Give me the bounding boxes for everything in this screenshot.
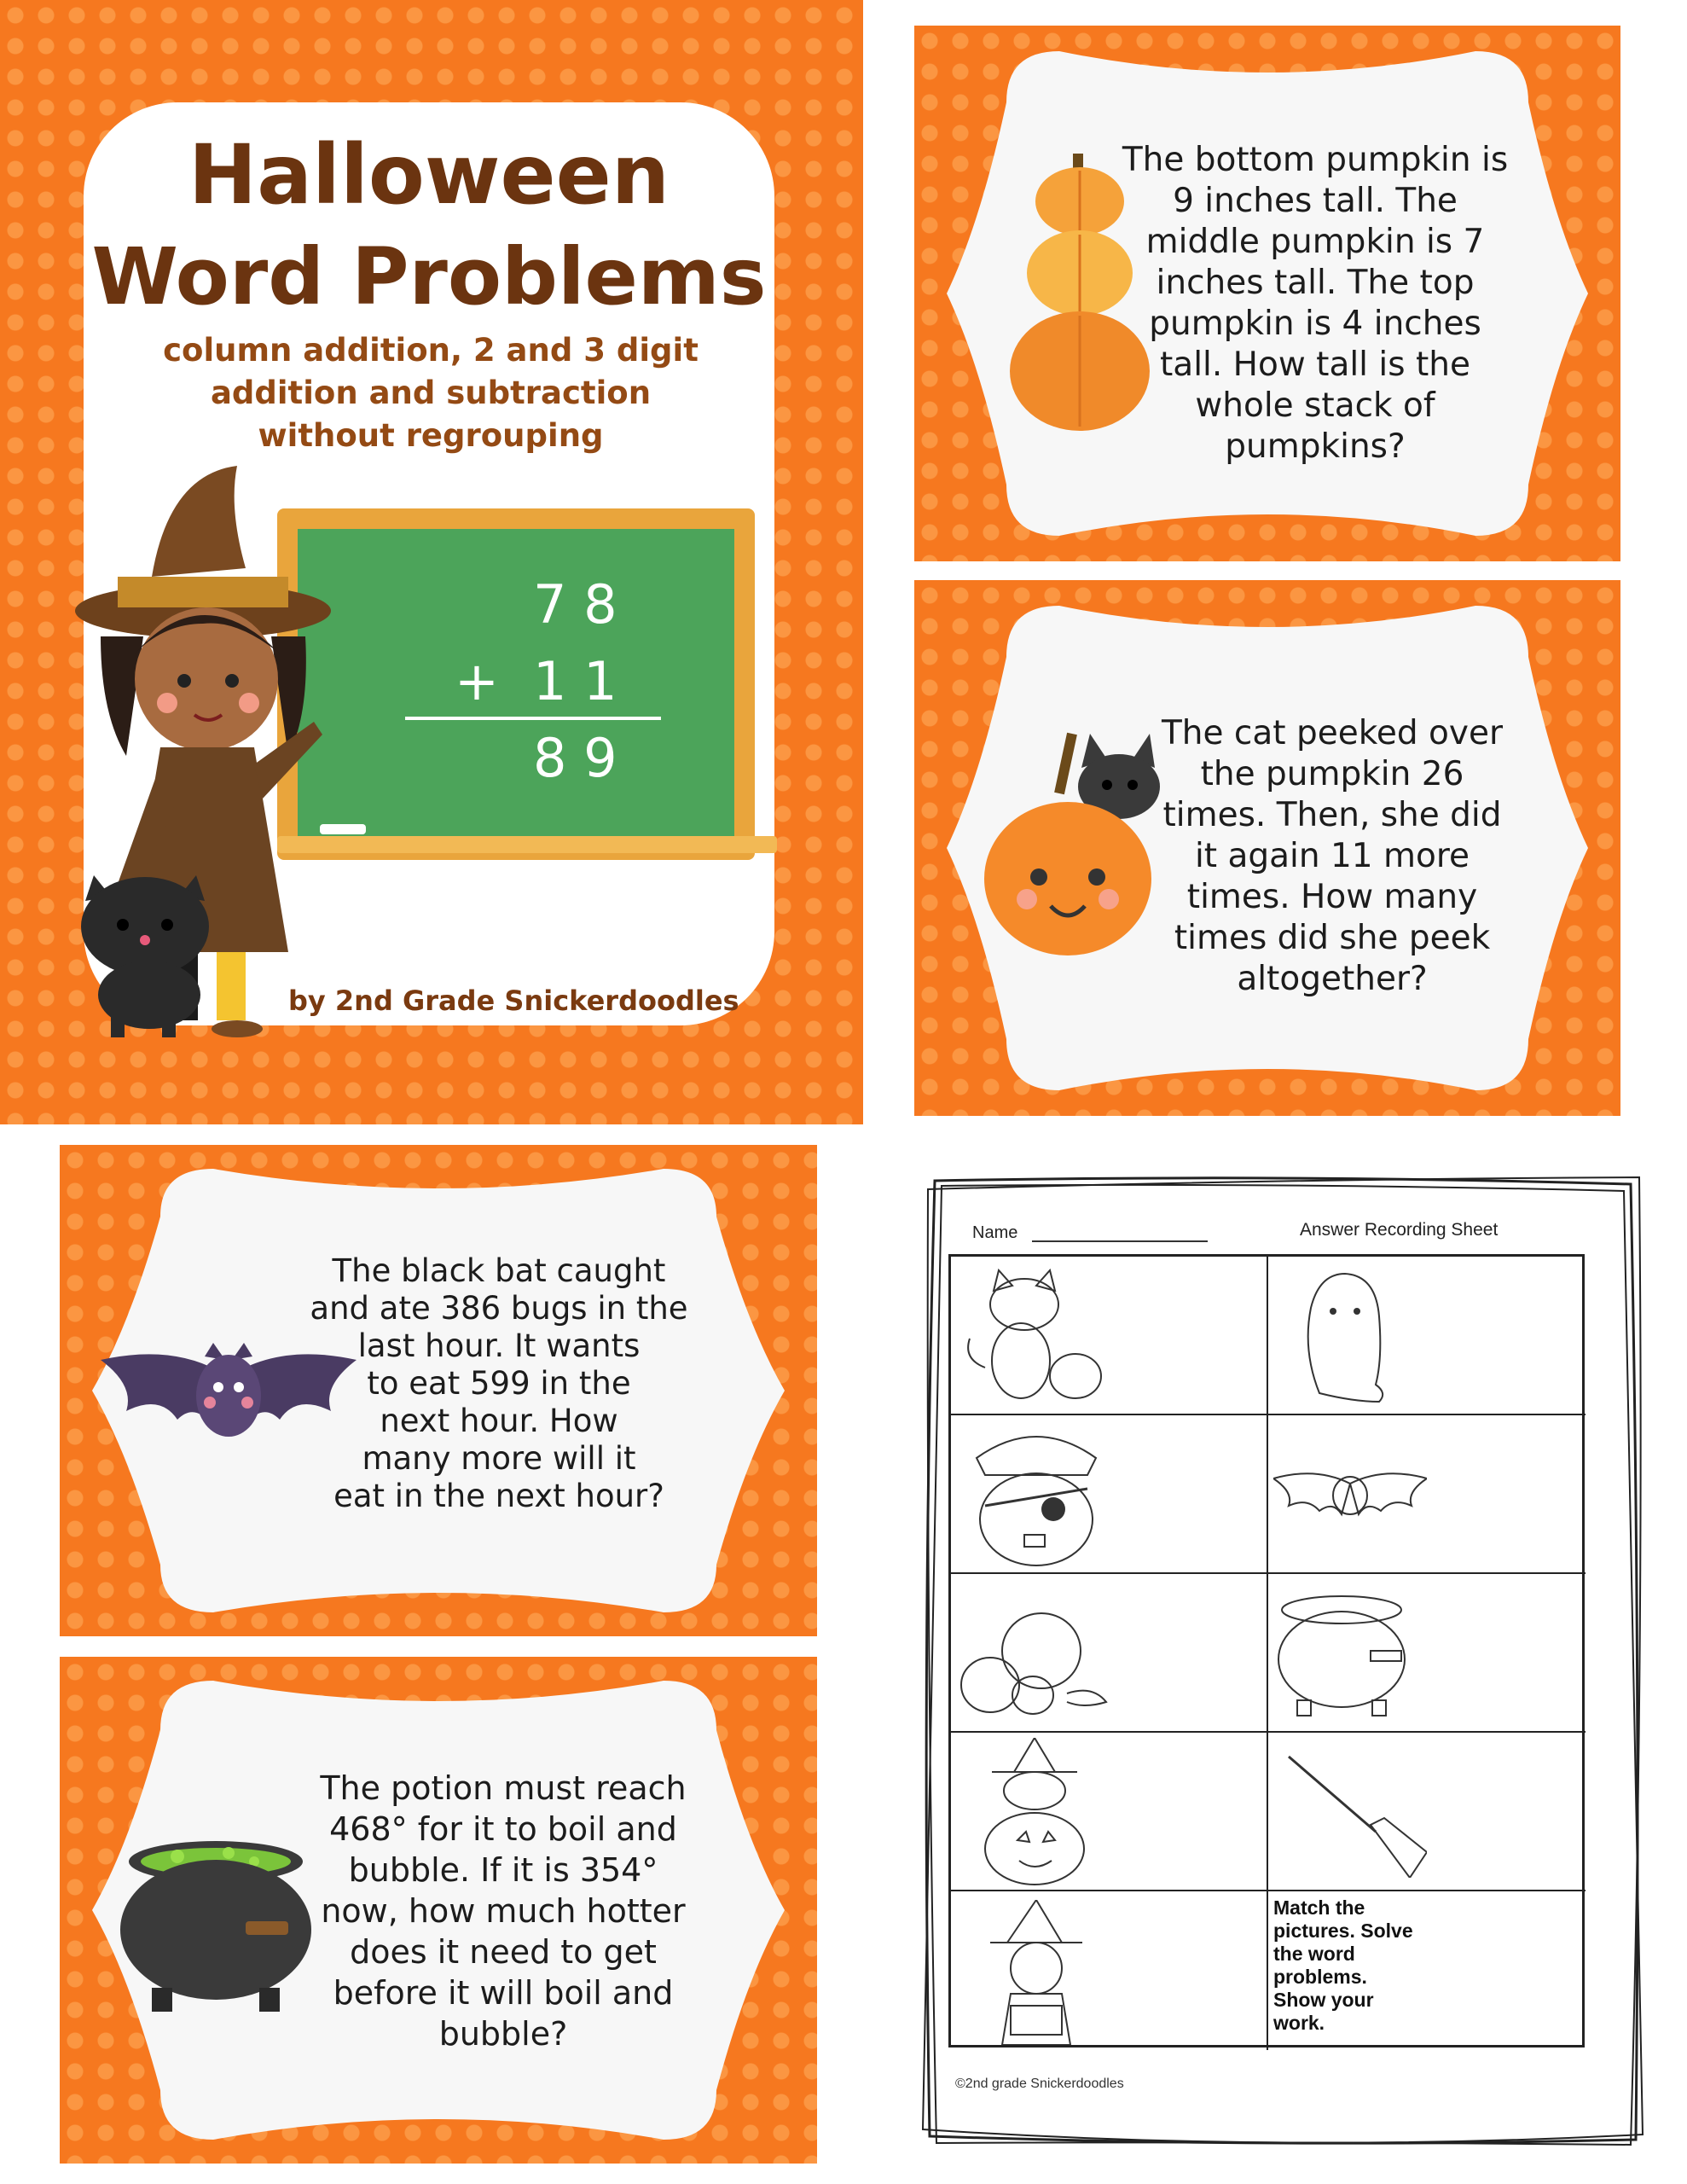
cover-title-line2: Word Problems	[91, 231, 767, 322]
answer-sheet-heading: Answer Recording Sheet	[1300, 1220, 1499, 1240]
instruction-line: Show your	[1273, 1989, 1374, 2011]
chalk-top-number: 7 8	[533, 573, 617, 636]
card-line: bubble?	[438, 2015, 568, 2053]
card-line: The black bat caught	[332, 1252, 666, 1289]
card-line: many more will it	[362, 1440, 636, 1477]
card-line: does it need to get	[350, 1933, 657, 1971]
name-line[interactable]	[1032, 1240, 1208, 1242]
bat-outline-icon	[1273, 1467, 1427, 1526]
card-line: The cat peeked over	[1161, 714, 1504, 752]
instruction-line: pictures. Solve	[1273, 1920, 1413, 1942]
card-line: middle pumpkin is 7	[1145, 223, 1485, 261]
card-line: pumpkin is 4 inches	[1149, 305, 1481, 343]
cover-title-line1: Halloween	[188, 127, 670, 223]
instruction-line: problems.	[1273, 1966, 1367, 1988]
card-line: altogether?	[1237, 960, 1428, 998]
chalk-plus-sign: +	[455, 650, 499, 712]
card-line: inches tall. The top	[1156, 264, 1475, 302]
answer-cell-reading-witch[interactable]	[951, 1891, 1268, 2050]
chalk-answer-number: 8 9	[533, 727, 617, 789]
card-line: times. How many	[1186, 878, 1478, 916]
answer-cell-instructions	[1268, 1891, 1586, 2050]
cat-with-pumpkin-icon	[959, 1265, 1104, 1406]
answer-cell-witch-cat[interactable]	[951, 1733, 1268, 1891]
card-line: next hour. How	[380, 1403, 618, 1439]
witch-cat-pumpkin-icon	[980, 1738, 1091, 1888]
card-bat	[60, 1145, 817, 1636]
answer-cell-bat[interactable]	[1268, 1415, 1586, 1574]
pirate-pumpkin-icon	[968, 1424, 1104, 1569]
chalk-middle-number: 1 1	[533, 650, 617, 712]
card-line: The bottom pumpkin is	[1122, 141, 1509, 179]
ghost-icon	[1294, 1265, 1396, 1410]
broom-icon	[1282, 1750, 1427, 1878]
subtitle-line-3: without regrouping	[258, 417, 604, 454]
name-label: Name	[972, 1223, 1018, 1242]
answer-cell-cauldron[interactable]	[1268, 1574, 1586, 1733]
answer-grid	[948, 1254, 1585, 2048]
card-line: now, how much hotter	[321, 1892, 686, 1930]
subtitle-line-1: column addition, 2 and 3 digit	[163, 332, 699, 369]
card-text	[1145, 713, 1520, 1000]
reading-witch-icon	[985, 1900, 1087, 2045]
cat-on-pumpkin-icon	[983, 717, 1170, 964]
card-line: eat in the next hour?	[333, 1478, 664, 1514]
cauldron-outline-icon	[1277, 1591, 1413, 1719]
pumpkin-patch-icon	[956, 1591, 1110, 1719]
card-line: 468° for it to boil and	[329, 1810, 677, 1848]
card-pumpkin-stack	[914, 26, 1620, 561]
copyright-text: ©2nd grade Snickerdoodles	[955, 2077, 1124, 2091]
answer-cell-ghost[interactable]	[1268, 1257, 1586, 1415]
answer-cell-pirate-pumpkin[interactable]	[951, 1415, 1268, 1574]
cover-byline: by 2nd Grade Snickerdoodles	[288, 985, 739, 1017]
subtitle-line-2: addition and subtraction	[210, 375, 652, 411]
bat-icon	[101, 1343, 357, 1454]
answer-cell-broom[interactable]	[1268, 1733, 1586, 1891]
cauldron-icon	[118, 1836, 314, 2015]
card-text	[290, 1768, 716, 2054]
card-text	[1119, 140, 1511, 468]
card-line: the pumpkin 26	[1200, 755, 1464, 793]
card-cat-pumpkin	[914, 580, 1620, 1116]
black-cat-icon	[68, 875, 222, 1037]
card-line: and ate 386 bugs in the	[310, 1290, 688, 1327]
card-line: times did she peek	[1174, 919, 1491, 957]
answer-cell-pumpkin-patch[interactable]	[951, 1574, 1268, 1733]
card-line: 9 inches tall. The	[1173, 182, 1458, 220]
instruction-line: the word	[1273, 1943, 1355, 1965]
card-line: The potion must reach	[320, 1769, 687, 1807]
chalkboard	[277, 508, 777, 867]
card-line: last hour. It wants	[357, 1327, 641, 1364]
card-line: to eat 599 in the	[367, 1365, 631, 1402]
card-line: tall. How tall is the	[1160, 346, 1470, 384]
card-line: it again 11 more	[1194, 837, 1470, 875]
instructions-text	[1273, 1896, 1435, 2035]
cover-subtitle	[128, 329, 733, 457]
card-line: pumpkins?	[1225, 427, 1406, 466]
card-line: bubble. If it is 354°	[348, 1851, 658, 1889]
card-cauldron	[60, 1657, 817, 2164]
card-line: whole stack of	[1195, 386, 1435, 425]
instruction-line: Match the	[1273, 1896, 1365, 1919]
instruction-line: work.	[1273, 2012, 1325, 2034]
stacked-pumpkins-icon	[1000, 154, 1162, 444]
answer-cell-cat-pumpkin[interactable]	[951, 1257, 1268, 1415]
card-line: times. Then, she did	[1162, 796, 1502, 834]
card-line: before it will boil and	[333, 1974, 674, 2012]
